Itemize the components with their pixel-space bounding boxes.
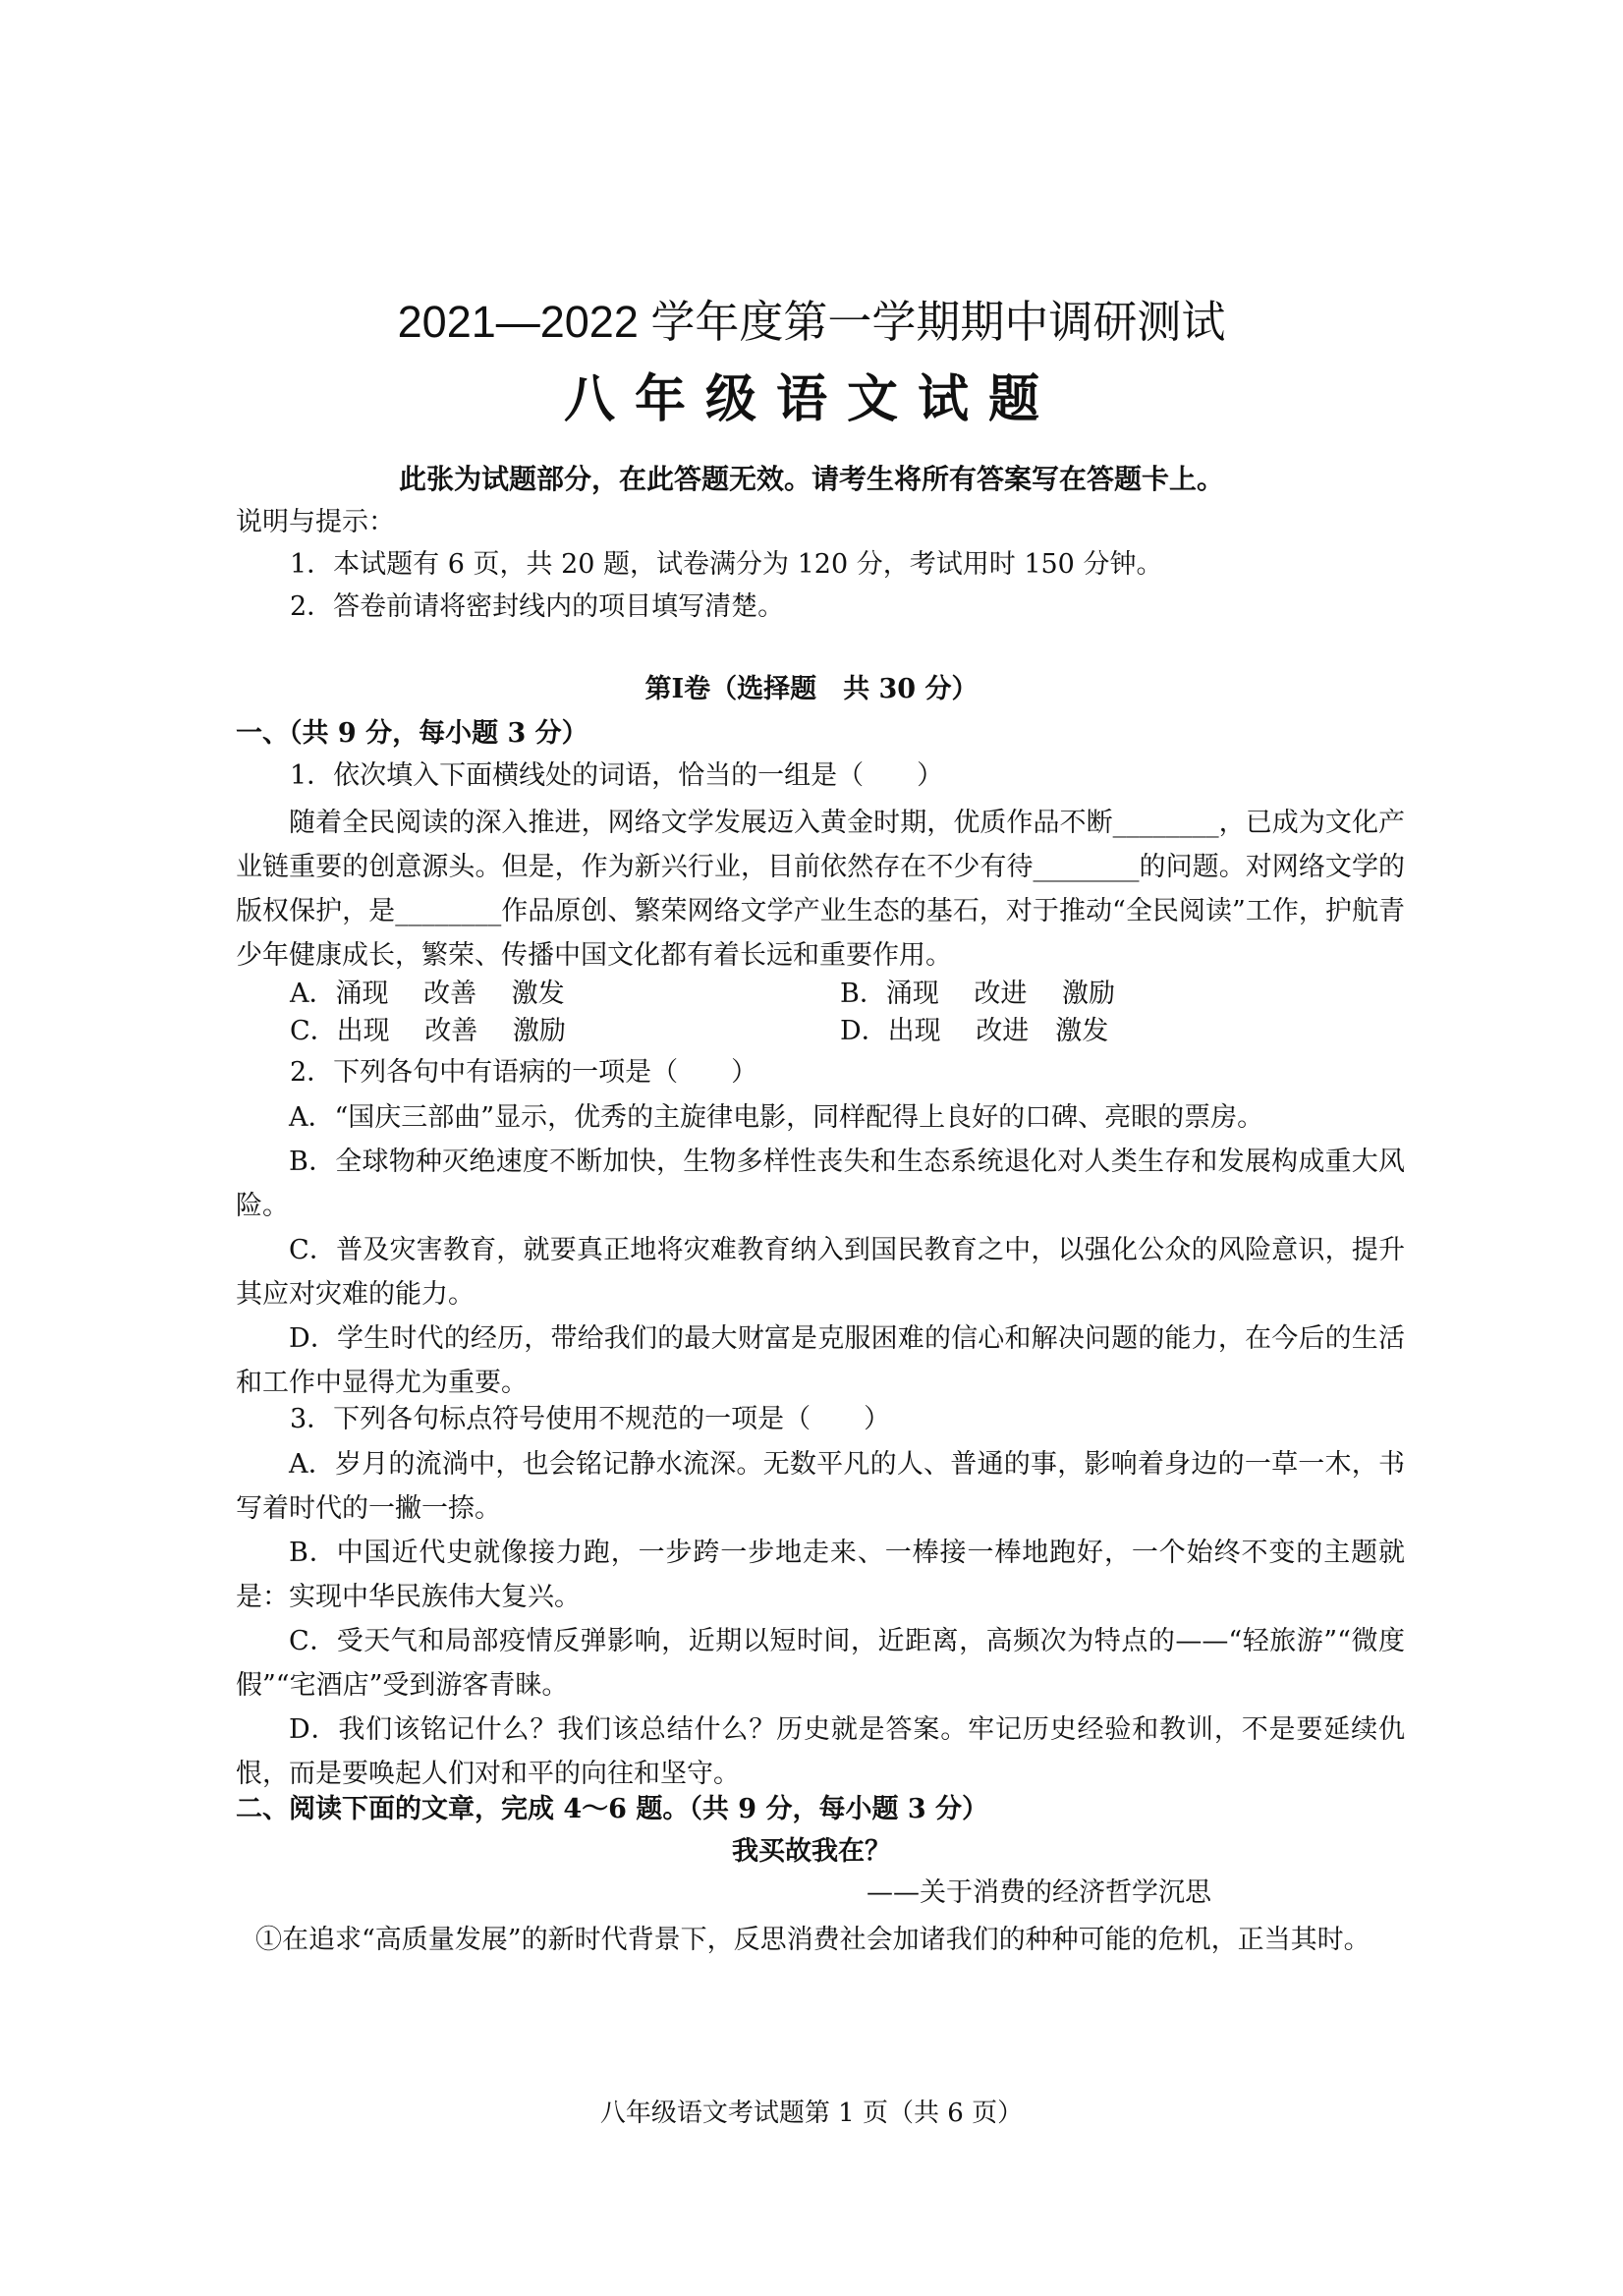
instructions-heading: 说明与提示： [236,507,395,537]
article-subtitle: ——关于消费的经济哲学沉思 [867,1877,1211,1908]
question-3-option-a: A．岁月的流淌中，也会铭记静水流深。无数平凡的人、普通的事，影响着身边的一草一木，书写着时代的一撇一捺。 [236,1449,1405,1524]
exam-title-line2: 八年级语文试题 [563,369,1059,429]
question-3-option-c: C．受天气和局部疫情反弹影响，近期以短时间，近距离，高频次为特点的——“轻旅游”“微度假”“宅酒店”受到游客青睐。 [236,1626,1405,1701]
question-3-stem: 3．下列各句标点符号使用不规范的一项是（ ） [290,1404,891,1434]
question-3-option-b: B．中国近代史就像接力跑，一步跨一步地走来、一棒接一棒地跑好，一个始终不变的主题就是：实现中华民族伟大复兴。 [236,1538,1405,1612]
notice-text: 此张为试题部分，在此答题无效。请考生将所有答案写在答题卡上。 [398,463,1224,495]
question-1-option-d: D．出现 改进 激发 [840,1016,1109,1046]
page-footer: 八年级语文考试题第 1 页（共 6 页） [599,2099,1024,2128]
question-2-option-b: B．全球物种灭绝速度不断加快，生物多样性丧失和生态系统退化对人类生存和发展构成重大风险。 [236,1147,1405,1221]
exam-title-line1: 2021—2022 学年度第一学期期中调研测试 [397,297,1226,347]
instruction-item-2: 2．答卷前请将密封线内的项目填写清楚。 [290,591,785,622]
question-1-option-c: C．出现 改善 激励 [290,1016,566,1046]
question-2-option-c: C．普及灾害教育，就要真正地将灾难教育纳入到国民教育之中，以强化公众的风险意识，提升其应对灾难的能力。 [236,1235,1405,1310]
part2-heading: 二、阅读下面的文章，完成 4～6 题。（共 9 分，每小题 3 分） [236,1794,989,1824]
part1-heading: 一、（共 9 分，每小题 3 分） [236,718,588,749]
question-1-passage: 随着全民阅读的深入推进，网络文学发展迈入黄金时期，优质作品不断________，已成为文化产业链重要的创意源头。但是，作为新兴行业，目前依然存在不少有待________的问题。对网络文学的版权保护，是________作品原创、繁荣网络文学产业生态的基石，对于推动“全民阅读”工作，护航青少年健康成长，繁荣、传播中国文化都有着长远和重要作用。 [236,808,1405,971]
question-3-option-d: D．我们该铭记什么？我们该总结什么？历史就是答案。牢记历史经验和教训，不是要延续仇恨，而是要唤起人们对和平的向往和坚守。 [236,1714,1405,1789]
section-title: 第Ⅰ卷（选择题 共 30 分） [644,674,979,704]
question-2-option-a: A．“国庆三部曲”显示，优秀的主旋律电影，同样配得上良好的口碑、亮眼的票房。 [289,1102,1264,1133]
question-1-option-a: A．涌现 改善 激发 [290,979,565,1009]
question-2-option-d: D．学生时代的经历，带给我们的最大财富是克服困难的信心和解决问题的能力，在今后的生活和工作中显得尤为重要。 [236,1323,1405,1398]
article-title: 我买故我在？ [732,1836,891,1867]
question-1-option-b: B．涌现 改进 激励 [840,979,1116,1009]
question-1-stem: 1．依次填入下面横线处的词语，恰当的一组是（ ） [290,760,944,791]
question-2-stem: 2．下列各句中有语病的一项是（ ） [290,1057,758,1088]
instruction-item-1: 1．本试题有 6 页，共 20 题，试卷满分为 120 分，考试用时 150 分钟。 [290,549,1163,580]
article-paragraph-1: ①在追求“高质量发展”的新时代背景下，反思消费社会加诸我们的种种可能的危机，正当其时。 [255,1925,1371,1955]
